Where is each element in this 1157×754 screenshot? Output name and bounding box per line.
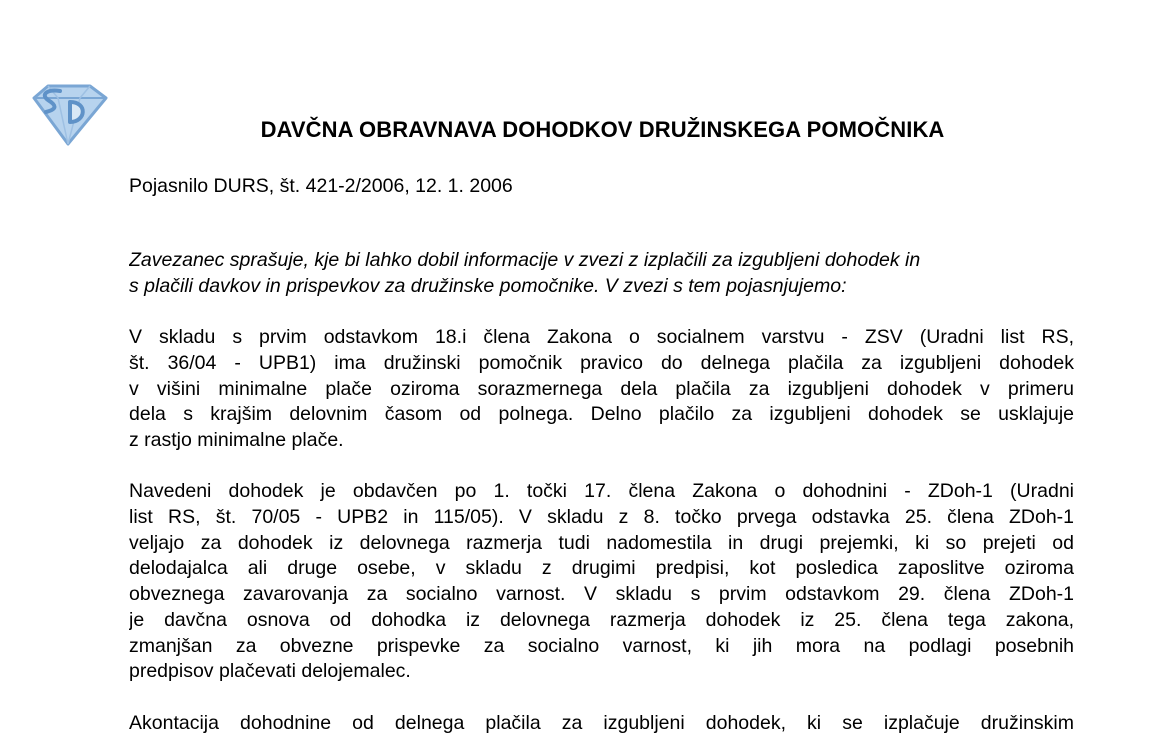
paragraph-question	[129, 248, 1074, 299]
paragraph-line: zmanjšan za obvezne prispevke za socialno varnost, ki jih mora na podlagi posebnih	[129, 634, 1074, 657]
paragraph-line: Zavezanec sprašuje, kje bi lahko dobil informacije v zvezi z izplačili za izgubljeni dohodek in	[129, 249, 921, 271]
paragraph-line: je davčna osnova od dohodka iz delovnega razmerja dohodek iz 25. člena tega zakona,	[129, 608, 1074, 631]
paragraph-akontacija	[129, 711, 1074, 737]
paragraph-zsv	[129, 325, 1074, 454]
document-title: DAVČNA OBRAVNAVA DOHODKOV DRUŽINSKEGA POMOČNIKA	[260, 117, 945, 142]
paragraph-line: v višini minimalne plače oziroma sorazmernega dela plačila za izgubljeni dohodek v primeru	[129, 377, 1074, 400]
paragraph-line: list RS, št. 70/05 - UPB2 in 115/05). V skladu z 8. točko prvega odstavka 25. člena ZDoh-1	[129, 506, 1074, 528]
paragraph-line: Akontacija dohodnine od delnega plačila za izgubljeni dohodek, ki se izplačuje družinskim	[129, 711, 1074, 734]
document-body	[129, 174, 1074, 754]
paragraph-line: št. 36/04 - UPB1) ima družinski pomočnik pravico do delnega plačila za izgubljeni dohodek	[129, 351, 1074, 374]
paragraph-line: Navedeni dohodek je obdavčen po 1. točki 17. člena Zakona o dohodnini - ZDoh-1 (Uradni	[129, 480, 1074, 503]
paragraph-line: z rastjo minimalne plače.	[129, 428, 344, 451]
paragraph-zdoh	[129, 479, 1074, 685]
paragraph-line: delodajalca ali druge osebe, v skladu z drugimi predpisi, kot posledica zaposlitve oziroma	[129, 557, 1074, 580]
paragraph-line: veljajo za dohodek iz delovnega razmerja tudi nadomestila in drugi prejemki, ki so prejeti od	[129, 531, 1074, 554]
paragraph-line: predpisov plačevati delojemalec.	[129, 660, 411, 683]
paragraph-line: obveznega zavarovanja za socialno varnost. V skladu s prvim odstavkom 29. člena ZDoh-1	[129, 583, 1074, 606]
paragraph-line: dela s krajšim delovnim časom od polnega. Delno plačilo za izgubljeni dohodek se usklajuje	[129, 403, 1074, 426]
paragraph-line: s plačili davkov in prispevkov za družinske pomočnike. V zvezi s tem pojasnjujemo:	[129, 274, 847, 297]
document-subtitle: Pojasnilo DURS, št. 421-2/2006, 12. 1. 2006	[129, 175, 513, 197]
paragraph-line: V skladu s prvim odstavkom 18.i člena Zakona o socialnem varstvu - ZSV (Uradni list RS,	[129, 326, 1074, 349]
